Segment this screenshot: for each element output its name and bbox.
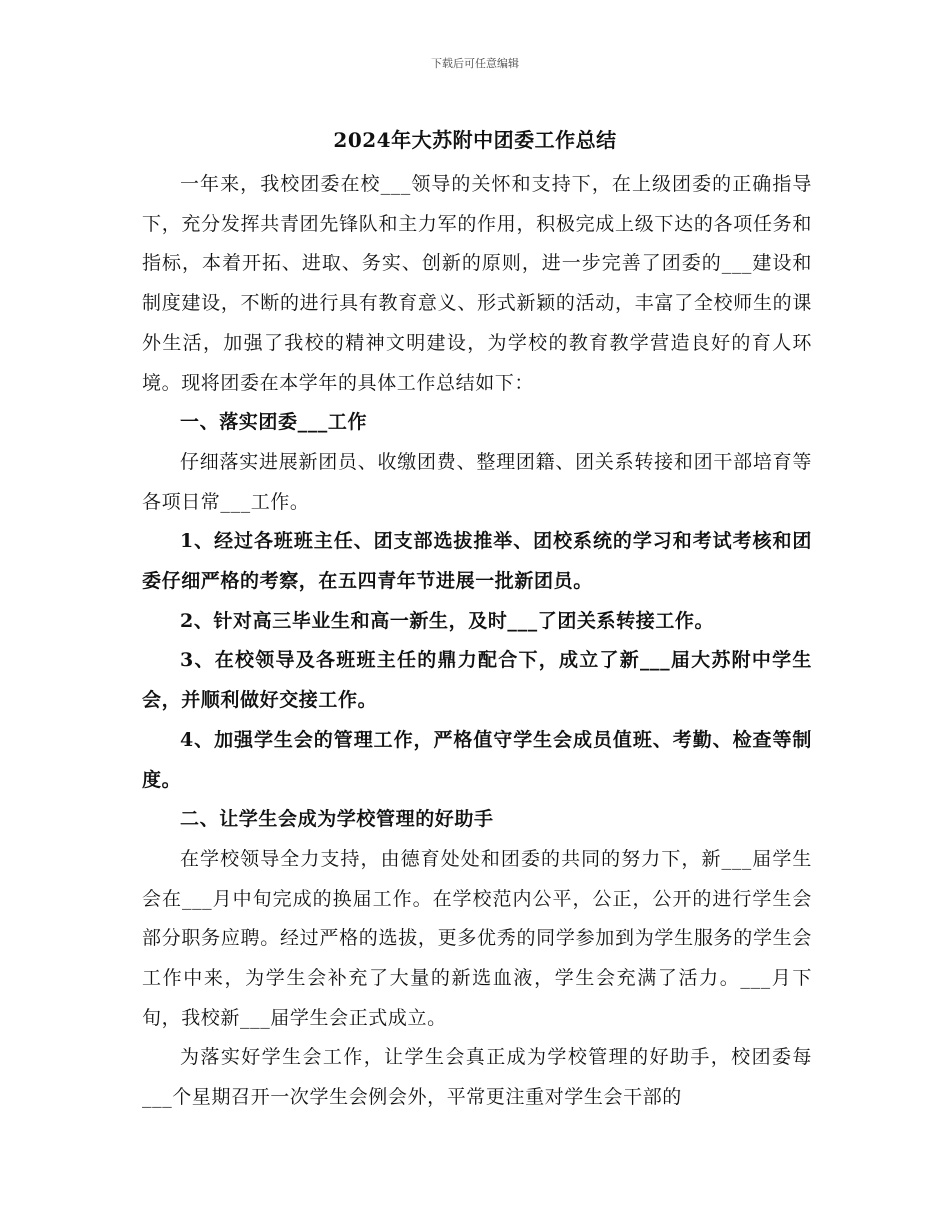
body-paragraph: 仔细落实进展新团员、收缴团费、整理团籍、团关系转接和团干部培育等各项日常___工作。 — [142, 450, 812, 513]
document-body — [142, 165, 812, 1118]
section-heading-1: 一、落实团委___工作 — [180, 411, 368, 434]
list-item-2: 2、针对高三毕业生和高一新生，及时___了团关系转接工作。 — [180, 609, 715, 632]
body-paragraph: 在学校领导全力支持，由德育处处和团委的共同的努力下，新___届学生会在___月中旬完成的换届工作。在学校范内公平，公正，公开的进行学生会部分职务应聘。经过严格的选拔，更多优秀的同学参加到为学生服务的学生会工作中来，为学生会补充了大量的新选血液，学生会充满了活力。___月下旬，我校新___届学生会正式成立。 — [142, 847, 812, 1029]
list-item-3: 3、在校领导及各班班主任的鼎力配合下，成立了新___届大苏附中学生会，并顺利做好交接工作。 — [142, 649, 812, 712]
list-item-1: 1、经过各班班主任、团支部选拔推举、团校系统的学习和考试考核和团委仔细严格的考察，在五四青年节进展一批新团员。 — [142, 530, 812, 593]
list-item-4: 4、加强学生会的管理工作，严格值守学生会成员值班、考勤、检查等制度。 — [142, 728, 812, 791]
section-heading-2: 二、让学生会成为学校管理的好助手 — [180, 808, 494, 831]
intro-paragraph: 一年来，我校团委在校___领导的关怀和支持下，在上级团委的正确指导下，充分发挥共青团先锋队和主力军的作用，积极完成上级下达的各项任务和指标，本着开拓、进取、务实、创新的原则，进一步完善了团委的___建设和制度建设，不断的进行具有教育意义、形式新颖的活动，丰富了全校师生的课外生活，加强了我校的精神文明建设，为学校的教育教学营造良好的育人环境。现将团委在本学年的具体工作总结如下： — [142, 173, 812, 394]
page-header-note: 下载后可任意编辑 — [431, 57, 519, 70]
body-paragraph: 为落实好学生会工作，让学生会真正成为学校管理的好助手，校团委每___个星期召开一次学生会例会外，平常更注重对学生会干部的 — [142, 1046, 812, 1109]
document-title: 2024年大苏附中团委工作总结 — [333, 128, 617, 152]
